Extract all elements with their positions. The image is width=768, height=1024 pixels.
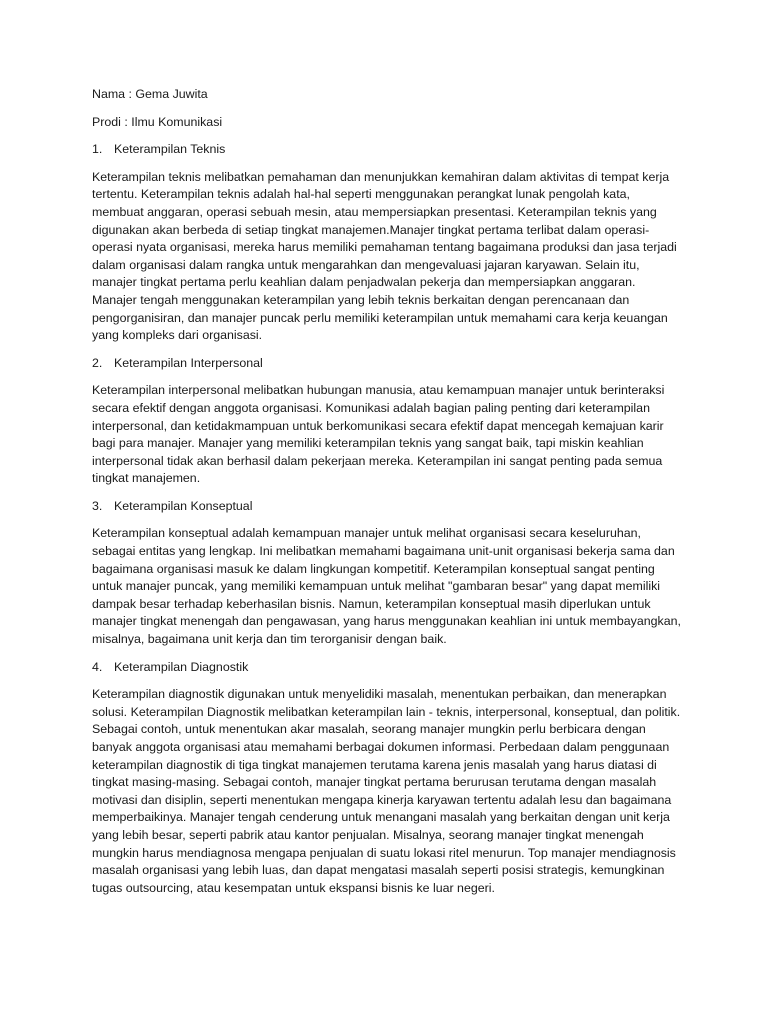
section-paragraph: Keterampilan interpersonal melibatkan hubungan manusia, atau kemampuan manajer untuk berinteraksi secara efektif dengan anggota organisasi. Komunikasi adalah bagian paling penting dari keterampilan interpersonal, dan ketidakmampuan untuk berkomunikasi secara efektif dapat mencegah kemajuan karir bagi para manajer. Manajer yang memiliki keterampilan teknis yang sangat baik, tapi miskin keahlian interpersonal tidak akan berhasil dalam pekerjaan mereka. Keterampilan ini sangat penting pada semua tingkat manajemen. (92, 383, 665, 486)
section-conceptual (92, 498, 682, 649)
section-number: 3. (92, 498, 103, 513)
student-name: Nama : Gema Juwita (92, 87, 208, 101)
document-page (92, 86, 682, 907)
section-title: Keterampilan Teknis (114, 142, 226, 157)
section-diagnostic (92, 659, 682, 898)
section-technical (92, 141, 682, 345)
section-number: 2. (92, 355, 103, 370)
section-paragraph: Keterampilan diagnostik digunakan untuk menyelidiki masalah, menentukan perbaikan, dan menerapkan solusi. Keterampilan Diagnostik melibatkan keterampilan lain - teknis, interpersonal, konseptual, dan politik. Sebagai contoh, untuk menentukan akar masalah, seorang manajer mungkin perlu berbicara dengan banyak anggota organisasi atau memahami berbagai dokumen informasi. Perbedaan dalam penggunaan keterampilan diagnostik di tiga tingkat manajemen terutama karena jenis masalah yang harus diatasi di tingkat masing-masing. Sebagai contoh, manajer tingkat pertama berurusan terutama dengan masalah motivasi dan disiplin, seperti menentukan mengapa kinerja karyawan tertentu adalah lesu dan bagaimana memperbaikinya. Manajer tengah cenderung untuk menangani masalah yang berkaitan dengan unit kerja yang lebih besar, seperti pabrik atau kantor penjualan. Misalnya, seorang manajer tingkat menengah mungkin harus mendiagnosa mengapa penjualan di suatu lokasi ritel menurun. Top manajer mendiagnosis masalah organisasi yang lebih luas, dan dapat mengatasi masalah seperti posisi strategis, kemungkinan tugas outsourcing, atau kesempatan untuk ekspansi bisnis ke luar negeri. (92, 687, 681, 895)
section-heading (92, 141, 682, 159)
section-heading (92, 659, 682, 677)
section-number: 4. (92, 659, 103, 674)
study-program: Prodi : Ilmu Komunikasi (92, 114, 223, 129)
section-title: Keterampilan Diagnostik (114, 659, 249, 674)
section-interpersonal (92, 355, 682, 488)
section-paragraph: Keterampilan konseptual adalah kemampuan manajer untuk melihat organisasi secara keseluruhan, sebagai entitas yang lengkap. Ini melibatkan memahami bagaimana unit-unit organisasi bekerja sama dan bagaimana organisasi masuk ke dalam lingkungan kompetitif. Keterampilan konseptual sangat penting untuk manajer puncak, yang memiliki kemampuan untuk melihat "gambaran besar" yang dapat memiliki dampak besar terhadap keberhasilan bisnis. Namun, keterampilan konseptual masih diperlukan untuk manajer tingkat menengah dan pengawasan, yang harus menggunakan keahlian ini untuk membayangkan, misalnya, bagaimana unit kerja dan tim terorganisir dengan baik. (92, 526, 681, 647)
section-heading (92, 355, 682, 373)
section-title: Keterampilan Interpersonal (114, 355, 263, 370)
section-paragraph: Keterampilan teknis melibatkan pemahaman dan menunjukkan kemahiran dalam aktivitas di tempat kerja tertentu. Keterampilan teknis adalah hal-hal seperti menggunakan perangkat lunak pengolah kata, membuat anggaran, operasi sebuah mesin, atau mempersiapkan presentasi. Keterampilan teknis yang digunakan akan berbeda di setiap tingkat manajemen.Manajer tingkat pertama terlibat dalam operasi-operasi nyata organisasi, mereka harus memiliki pemahaman tentang bagaimana produksi dan jasa terjadi dalam organisasi dalam rangka untuk mengarahkan dan mengevaluasi jajaran karyawan. Selain itu, manajer tingkat pertama perlu keahlian dalam penjadwalan pekerja dan mempersiapkan anggaran. Manajer tengah menggunakan keterampilan yang lebih teknis berkaitan dengan perencanaan dan pengorganisiran, dan manajer puncak perlu memiliki keterampilan untuk memahami cara kerja keuangan yang kompleks dari organisasi. (92, 169, 677, 343)
section-title: Keterampilan Konseptual (114, 498, 253, 513)
section-heading (92, 498, 682, 516)
section-number: 1. (92, 142, 103, 157)
